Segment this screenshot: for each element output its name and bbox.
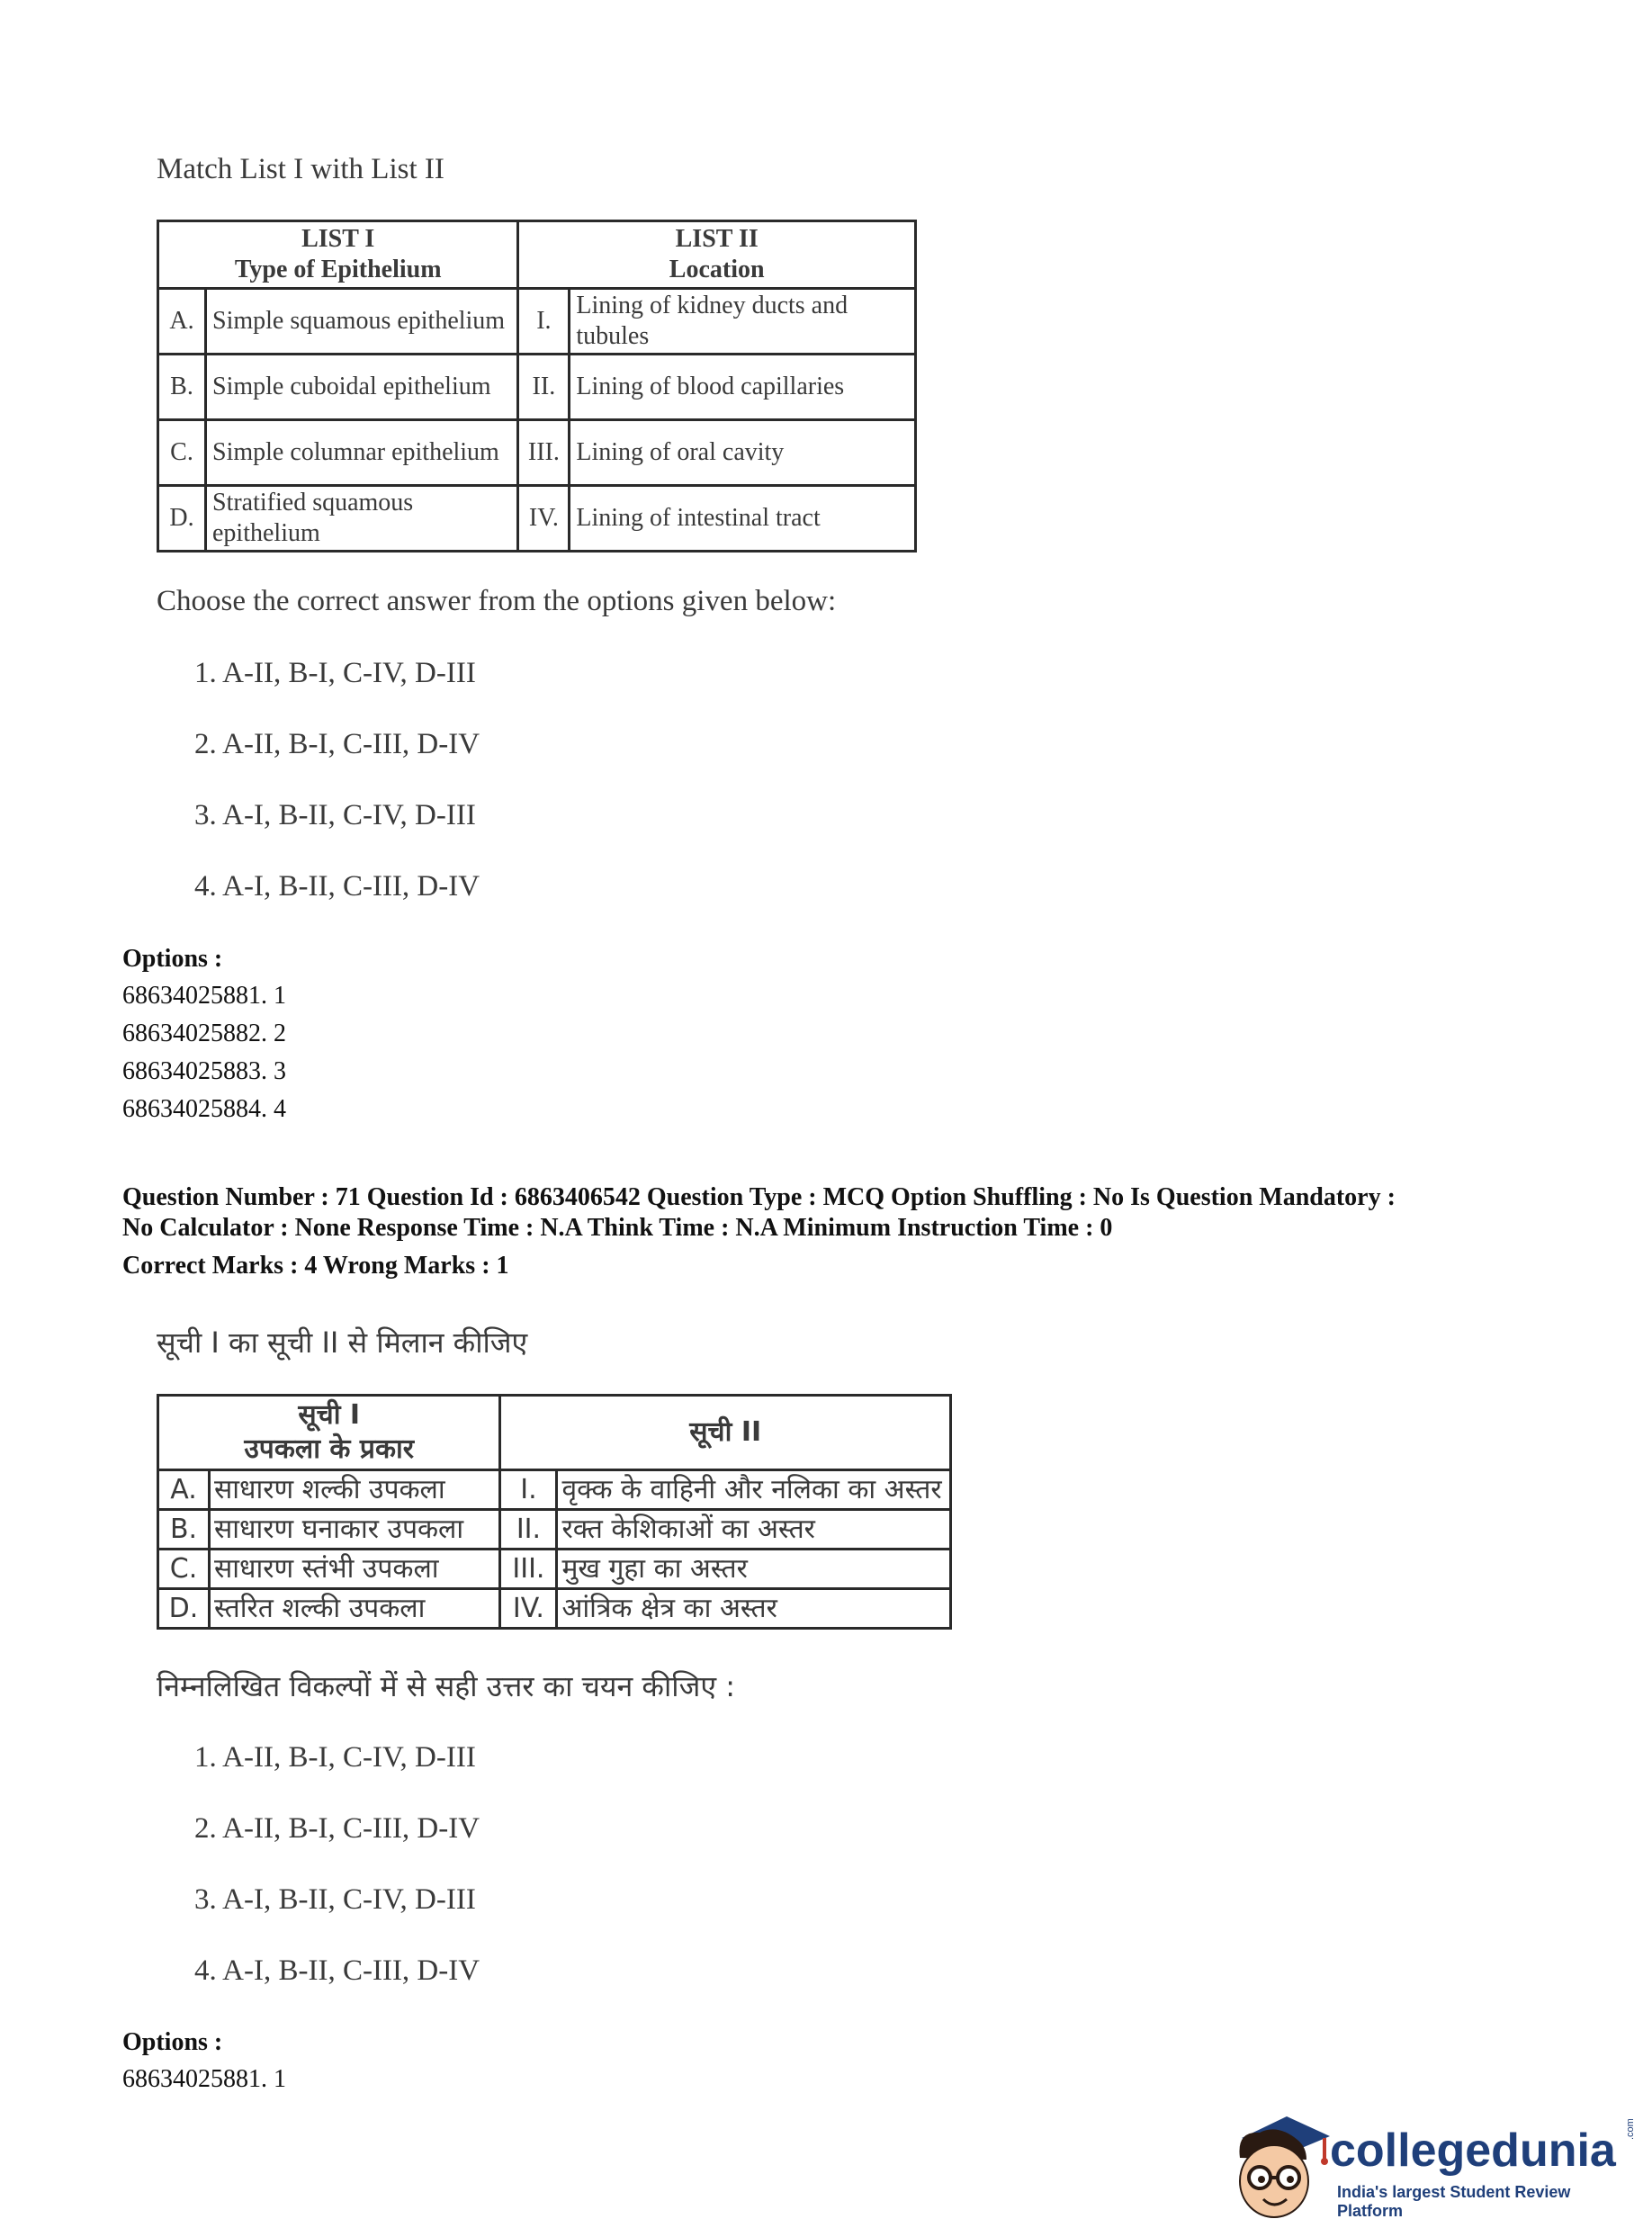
row-roman: IV. [518, 486, 570, 552]
row-item: साधारण स्तंभी उपकला [210, 1550, 500, 1589]
q70-list1-header: LIST I Type of Epithelium [158, 221, 518, 289]
row-item: Simple columnar epithelium [206, 420, 518, 486]
row-roman: IV. [500, 1589, 557, 1629]
q70-intro: Match List I with List II [157, 153, 444, 185]
row-letter: B. [158, 1510, 210, 1550]
row-item: साधारण घनाकार उपकला [210, 1510, 500, 1550]
row-roman: III. [518, 420, 570, 486]
q71-options-label: Options : [122, 2028, 223, 2056]
logo-name: collegedunia [1330, 2125, 1616, 2177]
q71-meta-line1: Question Number : 71 Question Id : 6863406542 Question Type : MCQ Option Shuffling : No Is Question Mandatory : [122, 1183, 1396, 1211]
row-location: आंत्रिक क्षेत्र का अस्तर [557, 1589, 951, 1629]
table-row [158, 1470, 951, 1510]
row-letter: D. [158, 1589, 210, 1629]
table-row [158, 486, 916, 552]
option-item: 68634025882. 2 [122, 1020, 286, 1047]
q71-choose-text: निम्नलिखित विकल्पों में से सही उत्तर का चयन कीजिए : [157, 1669, 735, 1703]
row-letter: B. [158, 355, 206, 420]
table-row [158, 1510, 951, 1550]
mascot-icon [1224, 2104, 1332, 2221]
row-location: Lining of kidney ducts and tubules [570, 289, 916, 355]
row-item: स्तरित शल्की उपकला [210, 1589, 500, 1629]
row-item: Simple cuboidal epithelium [206, 355, 518, 420]
logo-tagline: India's largest Student Review Platform [1337, 2183, 1571, 2220]
q71-meta [122, 1182, 1598, 1244]
option-item: 68634025884. 4 [122, 1095, 286, 1123]
table-row [158, 355, 916, 420]
row-roman: I. [518, 289, 570, 355]
row-location: Lining of intestinal tract [570, 486, 916, 552]
table-row [158, 420, 916, 486]
q70-options-label: Options : [122, 945, 223, 973]
row-roman: II. [500, 1510, 557, 1550]
q71-answer-4: 4. A-I, B-II, C-III, D-IV [194, 1954, 480, 1987]
row-location: Lining of oral cavity [570, 420, 916, 486]
q71-intro: सूची I का सूची II से मिलान कीजिए [157, 1325, 528, 1360]
q70-answer-4: 4. A-I, B-II, C-III, D-IV [194, 870, 480, 903]
row-roman: II. [518, 355, 570, 420]
row-location: Lining of blood capillaries [570, 355, 916, 420]
q71-list2-header: सूची II [500, 1396, 951, 1470]
row-item: Simple squamous epithelium [206, 289, 518, 355]
q71-match-table [157, 1394, 952, 1630]
row-letter: A. [158, 289, 206, 355]
q70-list2-header: LIST II Location [518, 221, 916, 289]
q71-meta-line2: No Calculator : None Response Time : N.A Think Time : N.A Minimum Instruction Time : 0 [122, 1214, 1113, 1242]
row-roman: I. [500, 1470, 557, 1510]
row-item: साधारण शल्की उपकला [210, 1470, 500, 1510]
q71-answer-3: 3. A-I, B-II, C-IV, D-III [194, 1883, 476, 1916]
q70-answer-3: 3. A-I, B-II, C-IV, D-III [194, 799, 476, 831]
row-letter: C. [158, 420, 206, 486]
option-item: 68634025881. 1 [122, 2065, 286, 2093]
collegedunia-logo [1224, 2104, 1638, 2221]
row-item: Stratified squamous epithelium [206, 486, 518, 552]
table-row [158, 289, 916, 355]
row-letter: C. [158, 1550, 210, 1589]
q71-marks: Correct Marks : 4 Wrong Marks : 1 [122, 1252, 509, 1280]
q70-match-table [157, 220, 917, 553]
row-letter: D. [158, 486, 206, 552]
row-roman: III. [500, 1550, 557, 1589]
q70-answer-1: 1. A-II, B-I, C-IV, D-III [194, 657, 476, 689]
table-row [158, 1550, 951, 1589]
q70-answer-2: 2. A-II, B-I, C-III, D-IV [194, 728, 480, 760]
q71-answer-1: 1. A-II, B-I, C-IV, D-III [194, 1741, 476, 1774]
q70-choose-text: Choose the correct answer from the options given below: [157, 585, 837, 617]
row-location: वृक्क के वाहिनी और नलिका का अस्तर [557, 1470, 951, 1510]
table-row [158, 1589, 951, 1629]
row-location: मुख गुहा का अस्तर [557, 1550, 951, 1589]
row-letter: A. [158, 1470, 210, 1510]
logo-suffix: .com [1625, 2118, 1636, 2140]
option-item: 68634025881. 1 [122, 982, 286, 1010]
q71-answer-2: 2. A-II, B-I, C-III, D-IV [194, 1812, 480, 1845]
row-location: रक्त केशिकाओं का अस्तर [557, 1510, 951, 1550]
q71-list1-header: सूची I उपकला के प्रकार [158, 1396, 500, 1470]
option-item: 68634025883. 3 [122, 1057, 286, 1085]
